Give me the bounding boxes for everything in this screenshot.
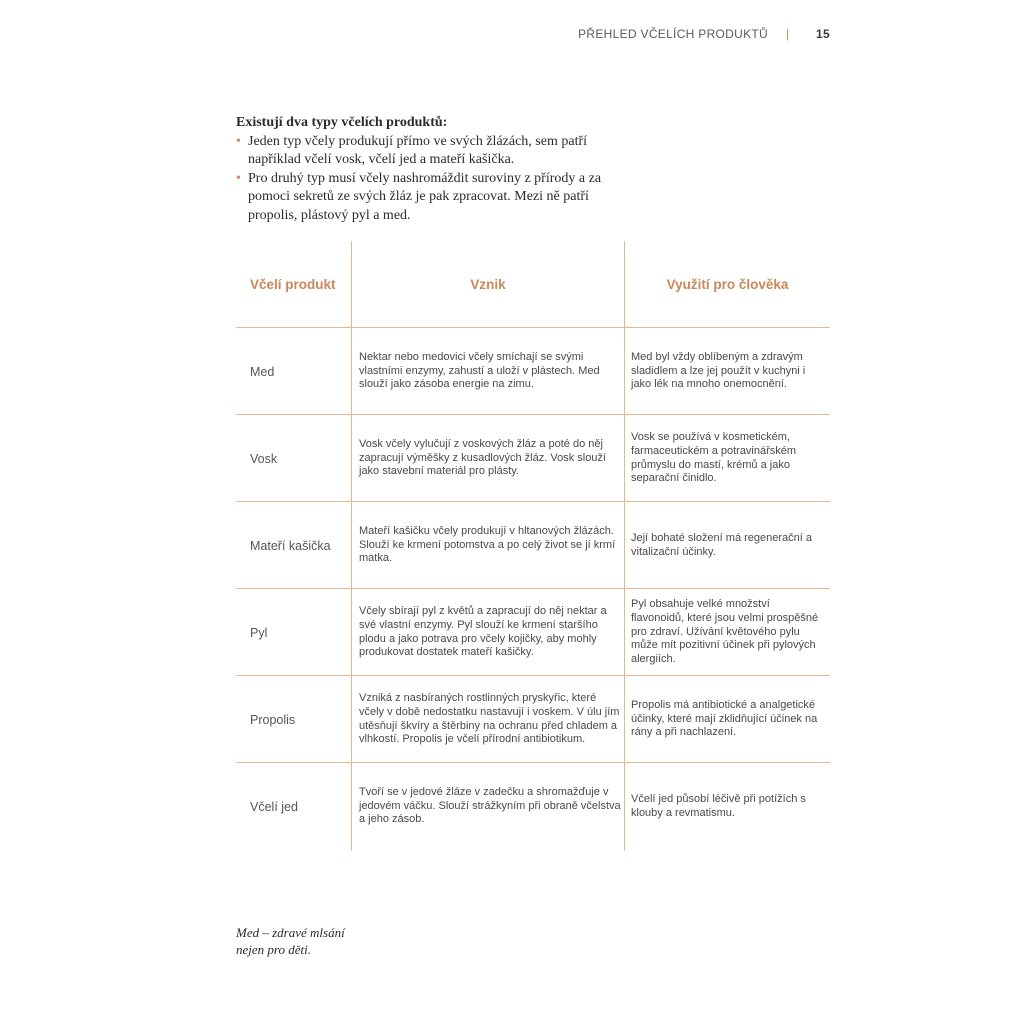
page-number: 15: [816, 27, 830, 41]
table-row: [236, 676, 830, 763]
product-name: Med: [250, 364, 275, 379]
intro-bullet-text: Jeden typ včely produkují přímo ve svých žlázách, sem patří například včelí vosk, včelí jed a mateří kašička.: [248, 133, 588, 167]
intro-heading: Existují dva typy včelích produktů:: [236, 115, 448, 130]
product-origin: Tvoří se v jedové žláze v zadečku a shromažďuje v jedovém váčku. Slouží strážkyním při obraně včelstva a jeho zásob.: [359, 785, 621, 826]
column-header-product: Včelí produkt: [250, 277, 336, 292]
product-origin: Nektar nebo medovici včely smíchají se svými vlastními enzymy, zahustí a uloží v plástech. Med slouží jako zásoba energie na zimu.: [359, 350, 600, 391]
intro-text: [236, 114, 616, 225]
product-name: Vosk: [250, 451, 278, 466]
bee-products-table: [236, 241, 830, 851]
photo-caption: [236, 924, 396, 958]
column-header-origin: Vznik: [470, 277, 506, 292]
table-row: [236, 589, 830, 676]
product-name: Propolis: [250, 712, 296, 727]
intro-bullet-list: [236, 133, 616, 226]
product-origin: Mateří kašičku včely produkují v hltanových žlázách. Slouží ke krmení potomstva a po celý život se jí krmí matka.: [359, 524, 616, 565]
product-use: Pyl obsahuje velké množství flavonoidů, které jsou velmi prospěšné pro zdraví. Užívání květového pylu může mít pozitivní účinek při pylových alergiích.: [631, 598, 819, 666]
intro-bullet-item: [236, 170, 616, 226]
product-name: Pyl: [250, 625, 268, 640]
product-use: Med byl vždy oblíbeným a zdravým sladidlem a lze jej použít v kuchyni i jako lék na mnoho onemocnění.: [631, 350, 806, 391]
header-separator: |: [786, 27, 790, 41]
table-row: [236, 763, 830, 850]
product-origin: Vzniká z nasbíraných rostlinných pryskyřic, které včely v době nedostatku nastavují i voskem. V úlu jím utěsňují škvíry a štěrbiny na ochranu před chladem a vlhkostí. Propolis je včelí přírodní antibiotikum.: [359, 691, 620, 746]
caption-line: Med – zdravé mlsání: [236, 925, 345, 940]
product-name: Mateří kašička: [250, 538, 331, 553]
table-row: [236, 502, 830, 589]
section-title: PŘEHLED VČELÍCH PRODUKTŮ: [578, 27, 768, 41]
caption-line: nejen pro děti.: [236, 942, 311, 957]
intro-bullet-text: Pro druhý typ musí včely nashromáždit suroviny z přírody a za pomoci sekretů ze svých žláz je pak zpracovat. Mezi ně patří propolis, plástový pyl a med.: [248, 170, 602, 223]
product-use: Její bohaté složení má regenerační a vitalizační účinky.: [631, 531, 813, 558]
column-header-use: Využití pro člověka: [666, 277, 789, 292]
product-origin: Vosk včely vylučují z voskových žláz a poté do něj zapracují výměšky z kusadlových žláz. Vosk slouží jako stavební materiál pro plásty.: [359, 437, 606, 478]
product-use: Včelí jed působí léčivě při potížích s klouby a revmatismu.: [631, 792, 806, 819]
table-row: [236, 415, 830, 502]
running-header: [560, 27, 830, 43]
product-use: Vosk se používá v kosmetickém, farmaceutickém a potravinářském průmyslu do mastí, krémů a jako separační činidlo.: [631, 430, 797, 485]
product-name: Včelí jed: [250, 799, 298, 814]
product-use: Propolis má antibiotické a analgetické účinky, které mají zklidňující účinek na rány a při nachlazení.: [631, 698, 818, 739]
intro-bullet-item: [236, 133, 616, 170]
bullet-icon: •: [236, 133, 241, 149]
product-origin: Včely sbírají pyl z květů a zapracují do něj nektar a své vlastní enzymy. Pyl slouží ke krmení staršího plodu a jako potrava pro včely kojičky, aby mohly produkovat dostatek mateří kašičky.: [359, 604, 607, 659]
bullet-icon: •: [236, 170, 241, 186]
table-row: [236, 328, 830, 415]
